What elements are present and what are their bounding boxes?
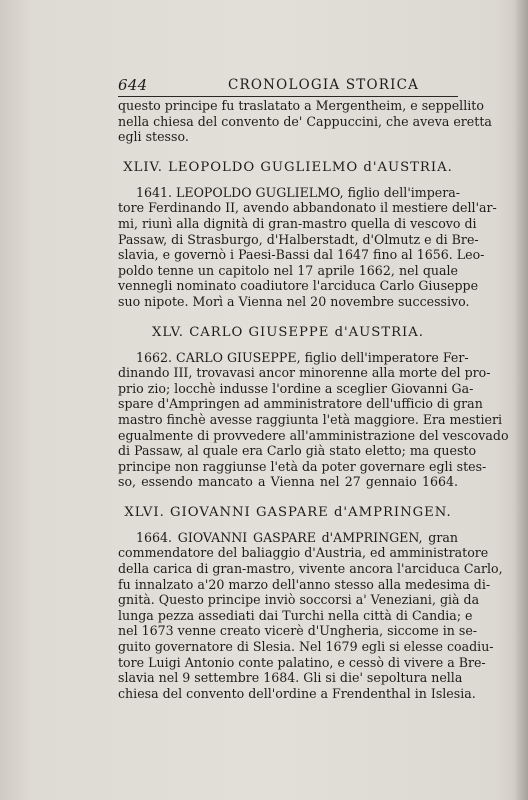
text-line: slavia, e governò i Paesi-Bassi dal 1647 fino al 1656. Leo- <box>118 247 485 263</box>
text-line: mi, riunì alla dignità di gran-mastro quella di vescovo di <box>118 215 477 231</box>
text-line: gnità. Questo principe inviò soccorsi a' Veneziani, già da <box>118 592 480 608</box>
text-line: suo nipote. Morì a Vienna nel 20 novembre successivo. <box>118 293 470 309</box>
text-line: principe non raggiunse l'età da poter governare egli stes- <box>118 458 487 474</box>
section-heading: XLV. CARLO GIUSEPPE d'AUSTRIA. <box>152 324 424 340</box>
text-line: questo principe fu traslatato a Mergentheim, e seppellito <box>118 98 484 113</box>
section-heading: XLVI. GIOVANNI GASPARE d'AMPRINGEN. <box>124 504 452 520</box>
header-rule <box>118 96 458 97</box>
running-header <box>118 76 456 96</box>
text-line: egli stesso. <box>118 129 189 145</box>
text-line: prio zio; locchè indusse l'ordine a sceglier Giovanni Ga- <box>118 380 474 396</box>
text-line: di Passaw, al quale era Carlo già stato eletto; ma questo <box>118 443 477 459</box>
text-line: commendatore del baliaggio d'Austria, ed amministratore <box>118 545 489 561</box>
text-line: spare d'Ampringen ad amministratore dell'ufficio di gran <box>118 396 483 412</box>
text-line: nel 1673 venne creato vicerè d'Ungheria, siccome in se- <box>118 623 478 639</box>
text-line: nella chiesa del convento de' Cappuccini, che aveva eretta <box>118 113 492 129</box>
page-body <box>118 98 509 701</box>
text-line: so, essendo mancato a Vienna nel 27 gennaio 1664. <box>118 474 458 490</box>
text-line: dinando III, trovavasi ancor minorenne alla morte del pro- <box>118 365 491 381</box>
text-line: 1662. CARLO GIUSEPPE, figlio dell'imperatore Fer- <box>136 349 469 365</box>
text-line: egualmente di provvedere all'amministrazione del vescovado <box>118 427 509 443</box>
text-line: lunga pezza assediati dai Turchi nella città di Candia; e <box>118 607 473 623</box>
text-line: slavia nel 9 settembre 1684. Gli si die' sepoltura nella <box>118 670 463 686</box>
text-line: fu innalzato a'20 marzo dell'anno stesso alla medesima di- <box>118 576 491 592</box>
text-line: Passaw, di Strasburgo, d'Halberstadt, d'Olmutz e di Bre- <box>118 231 479 247</box>
section-heading: XLIV. LEOPOLDO GUGLIELMO d'AUSTRIA. <box>123 159 453 175</box>
section-paragraph <box>118 529 503 702</box>
text-line: della carica di gran-mastro, vivente ancora l'arciduca Carlo, <box>118 561 503 577</box>
text-line: poldo tenne un capitolo nel 17 aprile 1662, nel quale <box>118 262 458 278</box>
text-line: tore Luigi Antonio conte palatino, e cessò di vivere a Bre- <box>118 654 486 670</box>
running-title: CRONOLOGIA STORICA <box>228 77 420 93</box>
text-line: 1664. GIOVANNI GASPARE d'AMPRINGEN, gran <box>136 529 458 545</box>
text-line: chiesa del convento dell'ordine a Frendenthal in Islesia. <box>118 685 476 701</box>
page-gutter-shadow <box>514 0 528 800</box>
text-line: guito governatore di Slesia. Nel 1679 egli si elesse coadiu- <box>118 639 494 655</box>
text-line: tore Ferdinando II, avendo abbandonato il mestiere dell'ar- <box>118 200 497 216</box>
intro-paragraph <box>118 98 492 145</box>
text-line: mastro finchè avesse raggiunta l'età maggiore. Era mestieri <box>118 411 502 427</box>
text-line: vennegli nominato coadiutore l'arciduca Carlo Giuseppe <box>118 278 479 294</box>
section-paragraph <box>118 184 497 310</box>
page-number: 644 <box>118 76 148 94</box>
text-line: 1641. LEOPOLDO GUGLIELMO, figlio dell'impera- <box>136 184 461 200</box>
section-paragraph <box>118 349 509 490</box>
